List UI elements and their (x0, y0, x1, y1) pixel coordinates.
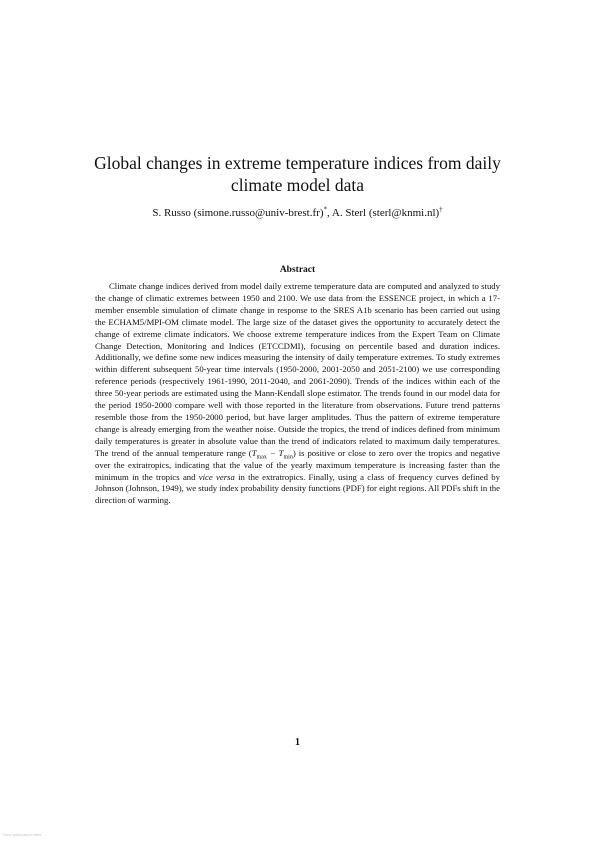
footnote-mark-russo: * (323, 205, 327, 214)
author-line (60, 206, 535, 220)
title-line-2: climate model data (230, 175, 365, 195)
abstract-body (95, 281, 500, 507)
abstract-heading: Abstract (279, 265, 316, 275)
author-sterl: , A. Sterl (sterl@knmi.nl) (326, 207, 440, 219)
title-line-1: Global changes in extreme temperature indices from daily (94, 153, 501, 173)
abstract-text-part-1: Climate change indices derived from model daily extreme temperature data are computed and analyzed to study the change of climatic extremes between 1950 and 2100. We use data from the ESSENCE project, in which a 17-member ensemble simulation of climate change in response to the SRES A1b scenario has been carried out using the ECHAM5/MPI-OM climate model. The large size of the dataset gives the opportunity to accurately detect the change of extreme climate indicators. We choose extreme temperature indices from the Expert Team on Climate Change Detection, Monitoring and Indices (ETCCDMI), focusing on percentile based and duration indices. Additionally, we define some new indices measuring the intensity of daily temperature extremes. To study extremes within different subsequent 50-year time intervals (1950-2000, 2001-2050 and 2051-2100) we use corresponding reference periods (respectively 1961-1990, 2011-2040, and 2061-2090). Trends of the indices within each of the three 50-year periods are estimated using the Mann-Kendall slope estimator. The trends found in our model data for the period 1950-2000 compare well with those reported in the literature from observations. Future trend patterns resemble those from the 1950-2000 period, but have larger amplitudes. Thus the pattern of extreme temperature change is already emerging from the weather noise. Outside the tropics, the trend of indices defined from minimum daily temperatures is greater in absolute value than the trend of indicators related to maximum daily temperatures. The trend of the annual temperature range ( (95, 281, 500, 458)
abstract-text-part-2: ) is positive or close to zero over the tropics and negative over the extratropics, indicating that the value of the yearly maximum temperature is increasing faster than the minimum in the tropics and (95, 447, 500, 482)
abstract-paragraph (95, 281, 500, 507)
author-russo: S. Russo (simone.russo@univ-brest.fr) (152, 207, 324, 219)
temperature-range-formula: $T_{max} - T_{min}$ (251, 447, 293, 461)
page-number: 1 (295, 737, 300, 748)
abstract-text-part-3: in the extratropics. Finally, using a class of frequency curves defined by Johnson (Johnson, 1949), we study index probability density functions (PDF) for eight regions. All PDFs shift in the direction of warming. (95, 471, 500, 506)
footnote-mark-sterl: † (439, 205, 443, 214)
view-publication-stats-link[interactable]: View publication stats (3, 832, 42, 837)
paper-title (60, 152, 535, 196)
vice-versa-emphasis: vice versa (198, 471, 235, 482)
